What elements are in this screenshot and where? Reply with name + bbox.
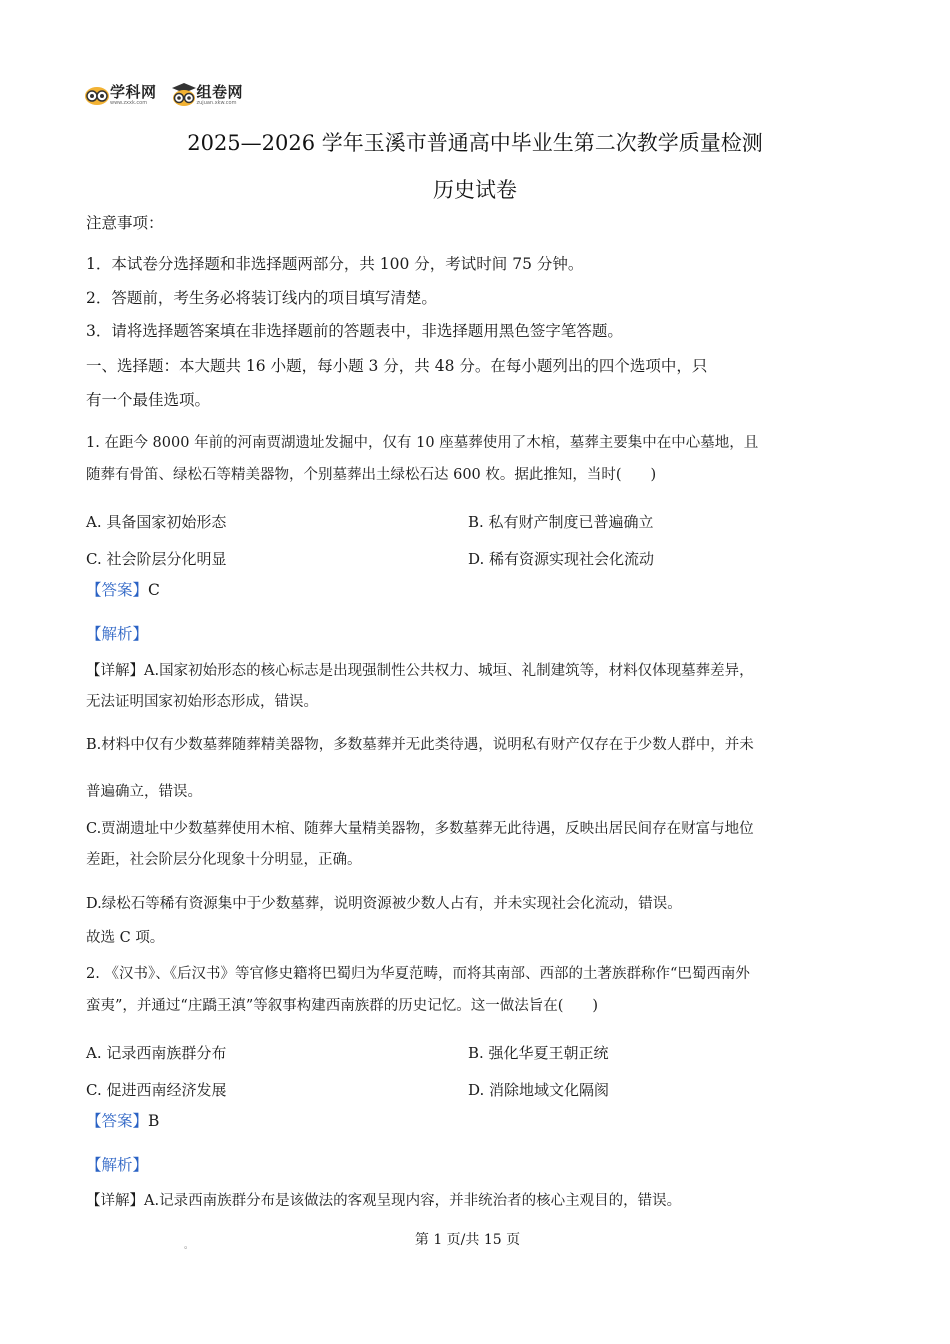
page-number: 第 1 页/共 15 页	[414, 1232, 521, 1248]
logo-row	[84, 80, 257, 110]
footer-mark: 。	[184, 1241, 194, 1251]
detail-tag: 【详解】	[86, 663, 144, 679]
q2-analysis-tag: 【解析】	[86, 1156, 149, 1174]
q1-detail-d: D.绿松石等稀有资源集中于少数墓葬，说明资源被少数人占有，并未实现社会化流动，错误。	[86, 896, 682, 912]
q1-option-b: B. 私有财产制度已普遍确立	[468, 513, 654, 531]
q1-option-d: D. 稀有资源实现社会化流动	[468, 550, 655, 568]
xuekewang-logo	[84, 84, 157, 106]
notice-item: 3．请将选择题答案填在非选择题前的答题表中，非选择题用黑色签字笔答题。	[86, 322, 623, 340]
q1-option-a: A. 具备国家初始形态	[86, 513, 227, 531]
section-heading-cont: 有一个最佳选项。	[86, 391, 211, 409]
detail-text: A.记录西南族群分布是该做法的客观呈现内容，并非统治者的核心主观目的，错误。	[144, 1193, 682, 1209]
detail-text: A.国家初始形态的核心标志是出现强制性公共权力、城垣、礼制建筑等，材料仅体现墓葬差异，	[144, 663, 754, 679]
notice-item: 2．答题前，考生务必将装订线内的项目填写清楚。	[86, 289, 437, 307]
exam-title: 2025—2026 学年玉溪市普通高中毕业生第二次教学质量检测	[187, 131, 763, 155]
q1-detail-b-cont: 普遍确立，错误。	[86, 784, 202, 800]
section-heading: 一、选择题：本大题共 16 小题，每小题 3 分，共 48 分。在每小题列出的四个选项中，只	[86, 357, 708, 375]
q2-option-b: B. 强化华夏王朝正统	[468, 1044, 609, 1062]
notice-item: 1．本试卷分选择题和非选择题两部分，共 100 分，考试时间 75 分钟。	[86, 255, 584, 273]
owl-cap-icon	[171, 82, 197, 108]
q1-detail-c: C.贾湖遗址中少数墓葬使用木棺、随葬大量精美器物，多数墓葬无此待遇，反映出居民间存在财富与地位	[86, 821, 754, 837]
q1-detail-b: B.材料中仅有少数墓葬随葬精美器物，多数墓葬并无此类待遇，说明私有财产仅存在于少数人群中，并未	[86, 737, 754, 753]
q2-option-d: D. 消除地域文化隔阂	[468, 1081, 610, 1099]
q1-detail-a-cont: 无法证明国家初始形态形成，错误。	[86, 694, 318, 710]
q1-option-c: C. 社会阶层分化明显	[86, 550, 227, 568]
owl-icon	[84, 84, 110, 106]
notice-heading: 注意事项：	[86, 214, 164, 232]
q1-answer	[86, 581, 866, 600]
q1-detail-c-cont: 差距，社会阶层分化现象十分明显，正确。	[86, 852, 362, 868]
q1-detail-a	[86, 663, 866, 680]
q1-stem-cont: 随葬有骨笛、绿松石等精美器物，个别墓葬出土绿松石达 600 枚。据此推知，当时( )	[86, 467, 657, 483]
answer-tag: 【答案】	[86, 1112, 149, 1130]
logo-url: www.zxxk.com	[110, 99, 148, 106]
q2-detail-a	[86, 1193, 866, 1210]
logo-name: 组卷网	[196, 82, 244, 101]
zujuanwang-logo	[171, 82, 244, 108]
q2-answer	[86, 1112, 866, 1131]
q1-stem: 1. 在距今 8000 年前的河南贾湖遗址发掘中，仅有 10 座墓葬使用了木棺，墓葬主要集中在中心墓地，且	[86, 435, 759, 451]
logo-url: zujuan.xkw.com	[196, 99, 237, 106]
q2-stem-cont: 蛮夷”，并通过“庄蹻王滇”等叙事构建西南族群的历史记忆。这一做法旨在( )	[86, 998, 599, 1014]
q1-conclusion: 故选 C 项。	[86, 930, 165, 946]
q1-analysis-tag: 【解析】	[86, 625, 149, 643]
answer-tag: 【答案】	[86, 581, 149, 599]
q2-option-c: C. 促进西南经济发展	[86, 1081, 227, 1099]
q2-stem: 2. 《汉书》、《后汉书》等官修史籍将巴蜀归为华夏范畴，而将其南部、西部的土著族群称作“巴蜀西南外	[86, 966, 750, 982]
exam-subtitle: 历史试卷	[433, 178, 517, 202]
detail-tag: 【详解】	[86, 1193, 144, 1209]
answer-value: B	[148, 1112, 160, 1130]
answer-value: C	[148, 581, 160, 599]
logo-name: 学科网	[110, 82, 157, 101]
q2-option-a: A. 记录西南族群分布	[86, 1044, 227, 1062]
